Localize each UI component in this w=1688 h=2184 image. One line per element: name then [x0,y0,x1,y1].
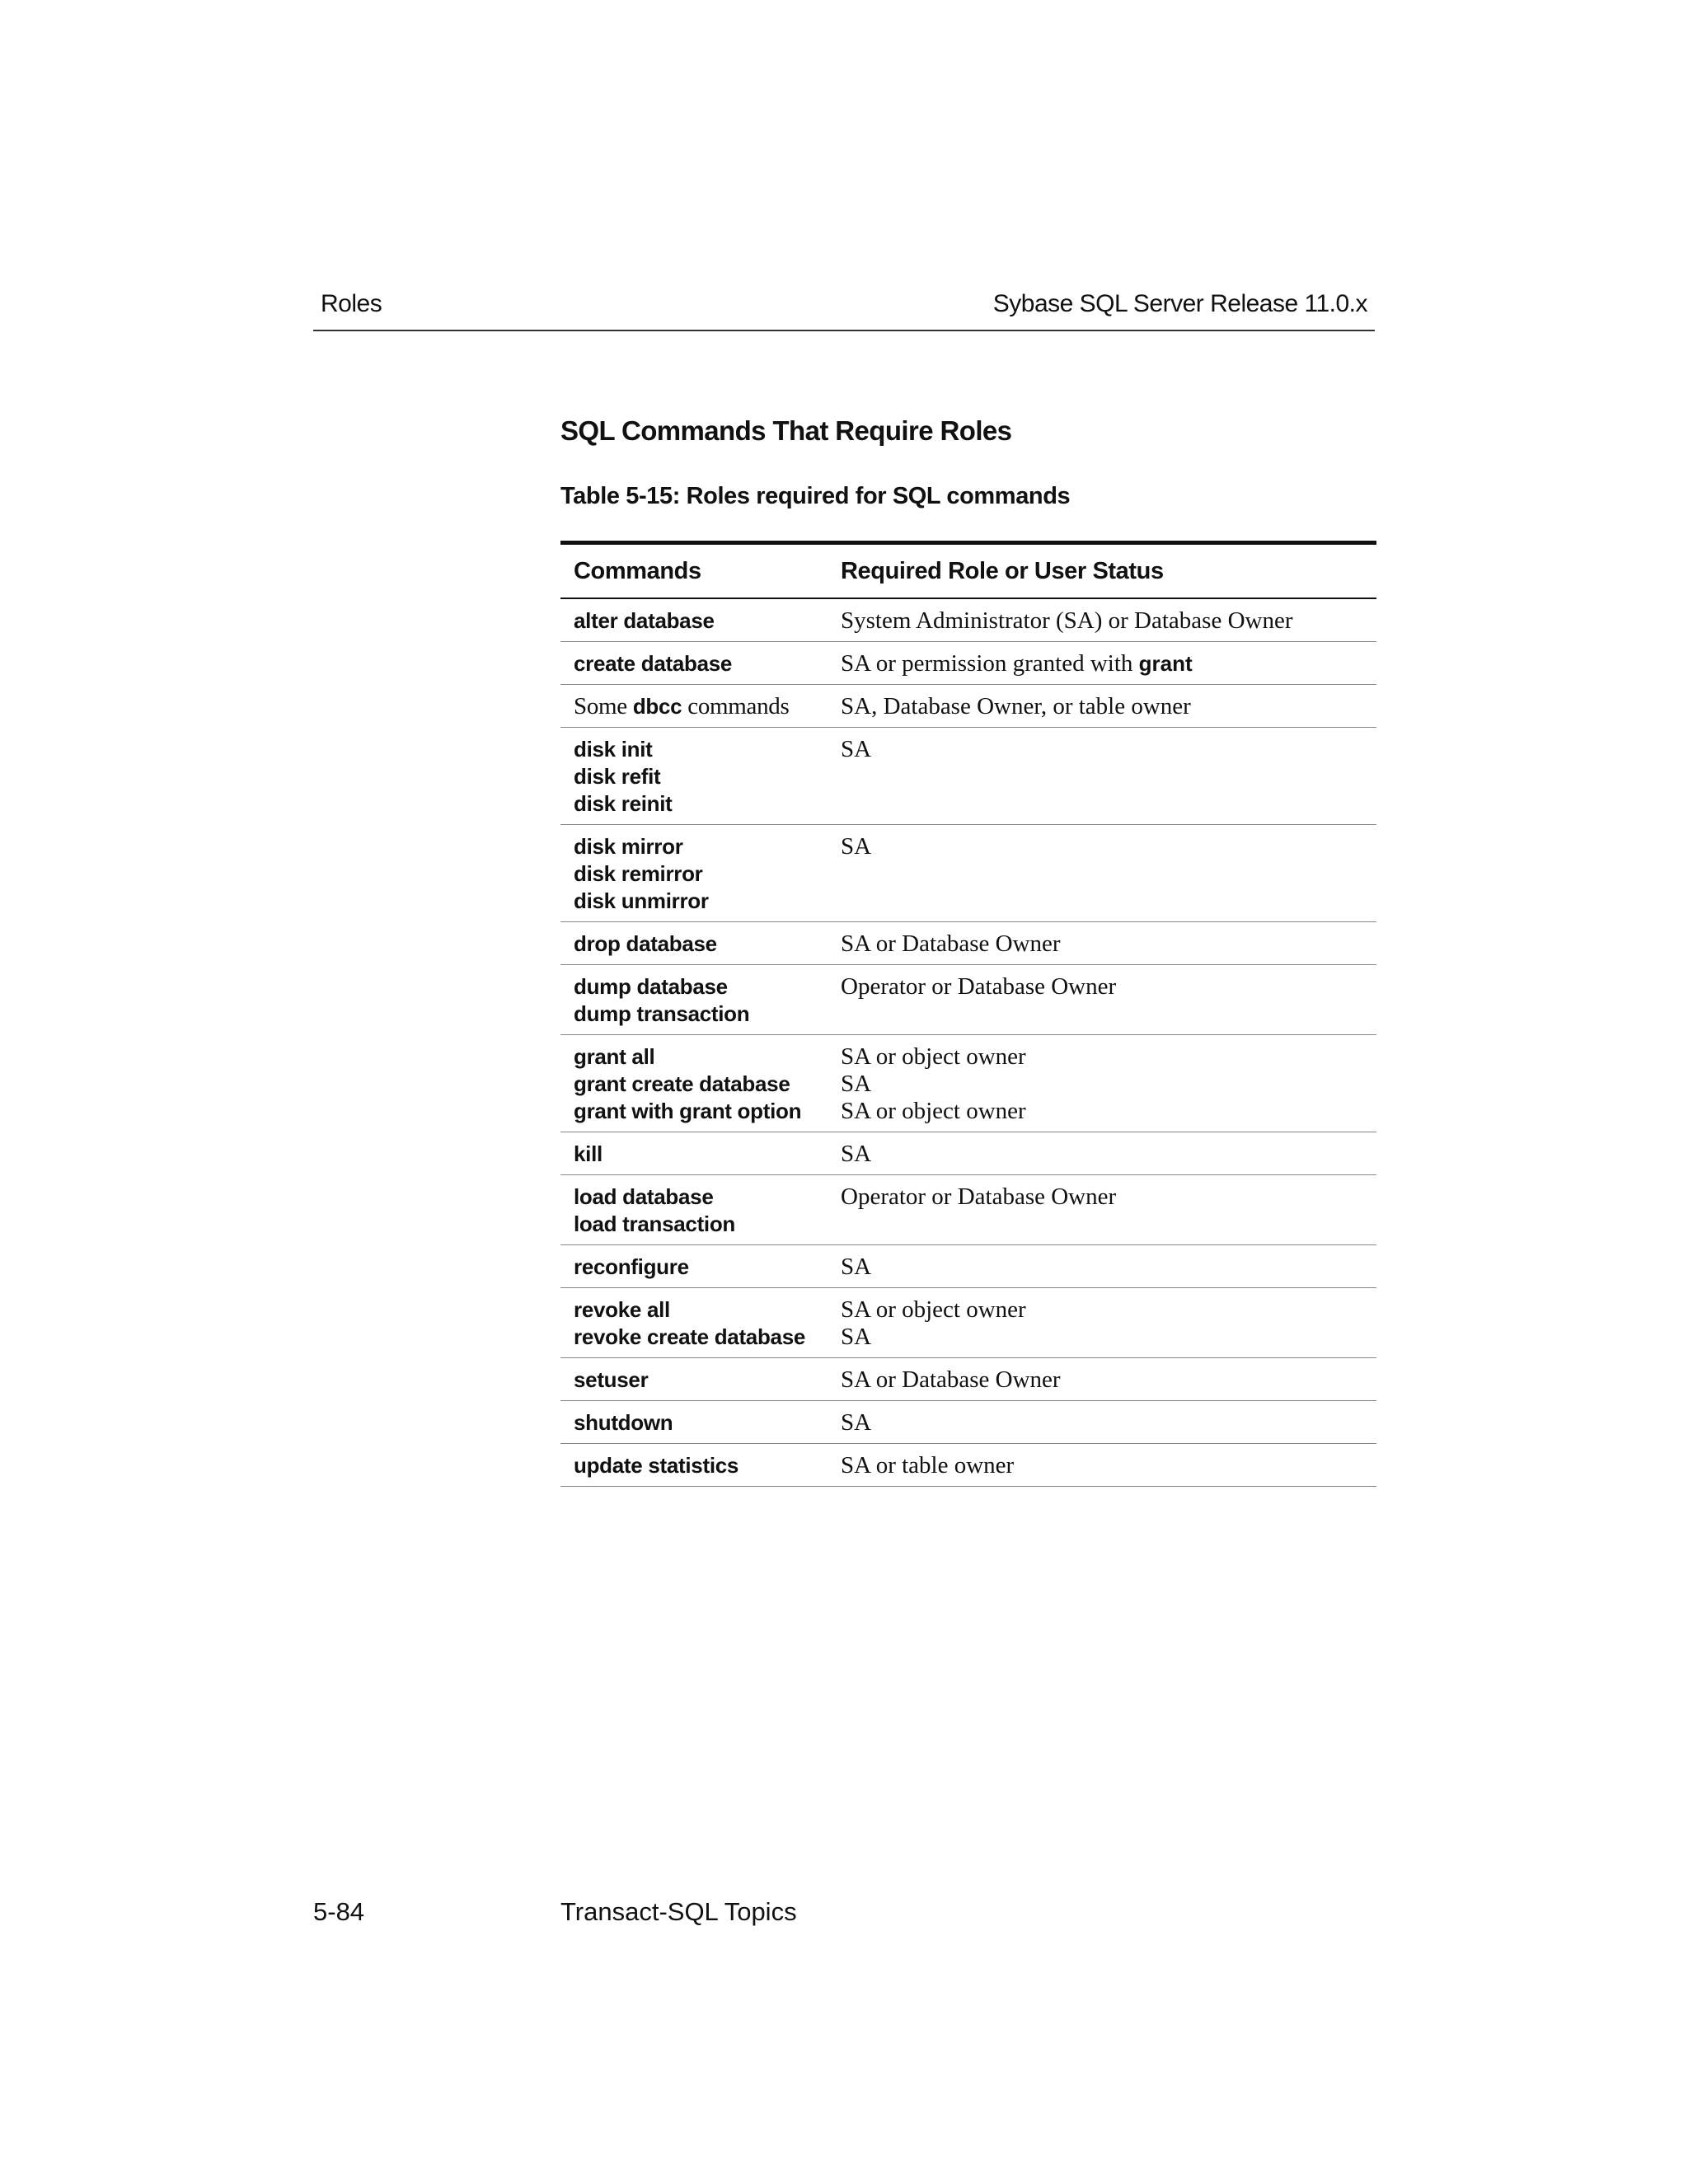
table-row [560,1175,1376,1245]
command-name: setuser [574,1367,649,1392]
role-text-prefix: SA or permission granted with [841,650,1139,677]
table-row [560,965,1376,1035]
footer-title: Transact-SQL Topics [560,1897,797,1926]
command-name: dump transaction [574,1001,750,1026]
role-text: SA or table owner [841,1452,1015,1479]
role-cell [841,1141,1376,1168]
command-name: update statistics [574,1453,739,1478]
command-prefix: Some [574,693,633,719]
table-row [560,1401,1376,1444]
commands-cell [560,1141,841,1168]
command-name: dump database [574,974,728,999]
role-text: SA or object owner [841,1043,1026,1070]
role-text: SA, Database Owner, or table owner [841,693,1191,719]
table-row [560,1035,1376,1132]
command-name: revoke all [574,1297,670,1322]
role-cell [841,973,1376,1028]
command-name: disk reinit [574,791,673,816]
role-text: System Administrator (SA) or Database Owner [841,607,1293,634]
role-cell [841,1043,1376,1125]
commands-cell [560,693,841,720]
role-cell [841,607,1376,635]
command-name: revoke create database [574,1324,806,1349]
role-cell [841,833,1376,915]
table-row [560,1288,1376,1358]
commands-cell [560,833,841,915]
table-row [560,922,1376,965]
command-name: grant create database [574,1071,790,1096]
commands-cell [560,650,841,677]
role-text: SA [841,1324,872,1350]
command-name: grant all [574,1044,655,1069]
table-row [560,1245,1376,1288]
command-name: load database [574,1184,714,1209]
commands-cell [560,930,841,958]
table-row [560,1358,1376,1401]
command-name: drop database [574,931,717,956]
role-text: SA [841,1409,872,1436]
role-cell [841,1183,1376,1238]
commands-cell [560,1183,841,1238]
commands-cell [560,1366,841,1394]
role-text: SA [841,833,872,860]
commands-cell [560,1254,841,1281]
command-name: shutdown [574,1410,673,1435]
command-name: create database [574,651,733,676]
table-row [560,728,1376,825]
command-name: load transaction [574,1212,736,1236]
commands-cell [560,973,841,1028]
role-cell [841,1254,1376,1281]
command-name: alter database [574,608,715,633]
role-text: SA or object owner [841,1296,1026,1323]
roles-table [560,541,1376,1487]
command-name: kill [574,1141,603,1166]
page-number: 5-84 [313,1897,365,1926]
role-text: SA or Database Owner [841,930,1061,957]
commands-cell [560,1043,841,1125]
role-text: SA [841,1141,872,1167]
role-keyword: grant [1138,651,1193,676]
role-text: Operator or Database Owner [841,973,1117,1000]
role-cell [841,693,1376,720]
role-cell [841,930,1376,958]
header-rule [313,330,1375,331]
commands-cell [560,736,841,818]
role-cell [841,1452,1376,1479]
role-cell [841,1296,1376,1351]
command-name: disk mirror [574,834,683,859]
commands-cell [560,1296,841,1351]
command-keyword: dbcc [632,694,682,719]
command-name: grant with grant option [574,1099,802,1123]
commands-cell [560,607,841,635]
commands-cell [560,1452,841,1479]
table-row [560,1444,1376,1487]
role-text: SA [841,1254,872,1280]
commands-cell [560,1409,841,1436]
table-row [560,642,1376,685]
table-row [560,1132,1376,1175]
table-row [560,599,1376,642]
role-text: Operator or Database Owner [841,1183,1117,1210]
column-header-required-role: Required Role or User Status [841,557,1164,584]
command-name: disk remirror [574,861,703,886]
section-title: SQL Commands That Require Roles [560,415,1012,446]
role-text: SA or Database Owner [841,1366,1061,1393]
role-text [841,650,1376,677]
command-name: reconfigure [574,1254,689,1279]
command-name [574,693,841,720]
table-row [560,685,1376,728]
command-name: disk unmirror [574,888,709,913]
table-header-row [560,541,1376,599]
role-text: SA or object owner [841,1098,1026,1124]
command-name: disk refit [574,764,661,789]
role-cell [841,1366,1376,1394]
table-caption: Table 5-15: Roles required for SQL commands [560,483,1071,509]
command-name: disk init [574,737,653,762]
command-suffix: commands [682,693,790,719]
role-text: SA [841,1071,872,1097]
running-header-section: Roles [321,290,382,317]
column-header-commands: Commands [574,557,701,584]
running-header-product: Sybase SQL Server Release 11.0.x [992,290,1367,317]
table-row [560,825,1376,922]
role-cell [841,1409,1376,1436]
role-text: SA [841,736,872,762]
role-cell [841,650,1376,677]
role-cell [841,736,1376,818]
